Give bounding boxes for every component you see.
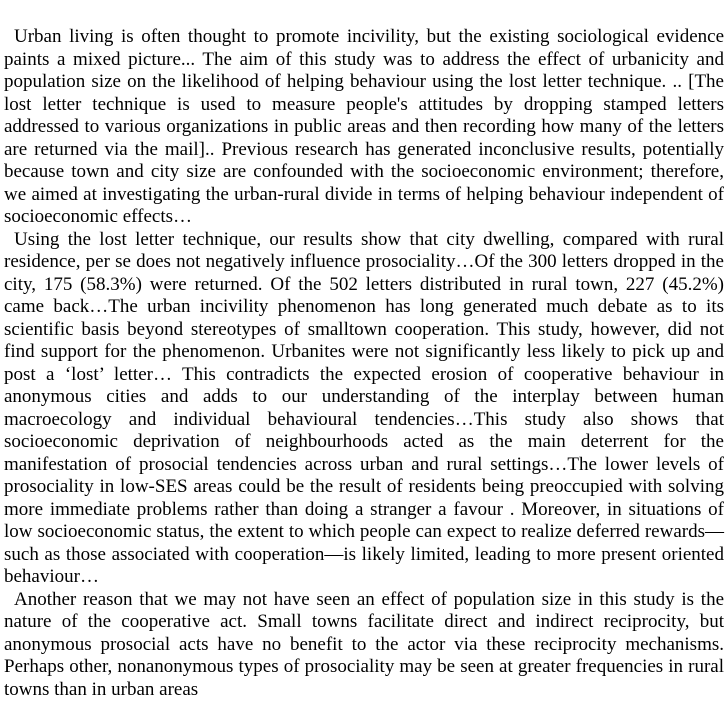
paragraph-discussion: Another reason that we may not have seen an effect of population size in this study is the nature of the cooperative act. Small towns facilitate direct and indirect reciprocity, but anonymous prosocial acts have no benefit to the actor via these reciprocity mechanisms. Perhaps other, nonanonymous types of prosociality may be seen at greater frequencies in rural towns than in urban areas [4,588,724,700]
paragraph-intro: Urban living is often thought to promote incivility, but the existing sociological evidence paints a mixed picture... The aim of this study was to address the effect of urbanicity and population size on the likelihood of helping behaviour using the lost letter technique. .. [The lost letter technique is used to measure people's attitudes by dropping stamped letters addressed to various organizations in public areas and then recording how many of the letters are returned via the mail].. Previous research has generated inconclusive results, potentially because town and city size are confounded with the socioeconomic environment; therefore, we aimed at investigating the urban-rural divide in terms of helping behaviour independent of socioeconomic effects… [4,26,724,227]
paragraph-results: Using the lost letter technique, our results show that city dwelling, compared with rural residence, per se does not negatively influence prosociality…Of the 300 letters dropped in the city, 175 (58.3%) were returned. Of the 502 letters distributed in rural town, 227 (45.2%) came back…The urban incivility phenomenon has long generated much debate as to its scientific basis beyond stereotypes of smalltown cooperation. This study, however, did not find support for the phenomenon. Urbanites were not significantly less likely to pick up and post a ‘lost’ letter… This contradicts the expected erosion of cooperative behaviour in anonymous cities and adds to our understanding of the interplay between human macroecology and individual behavioural tendencies…This study also shows that socioeconomic deprivation of neighbourhoods acted as the main deterrent for the manifestation of prosocial tendencies across urban and rural settings…The lower levels of prosociality in low-SES areas could be the result of residents being preoccupied with solving more immediate problems rather than doing a stranger a favour . Moreover, in situations of low socioeconomic status, the extent to which people can expect to realize deferred rewards—such as those associated with cooperation—is likely limited, leading to more present oriented behaviour… [4,228,724,587]
